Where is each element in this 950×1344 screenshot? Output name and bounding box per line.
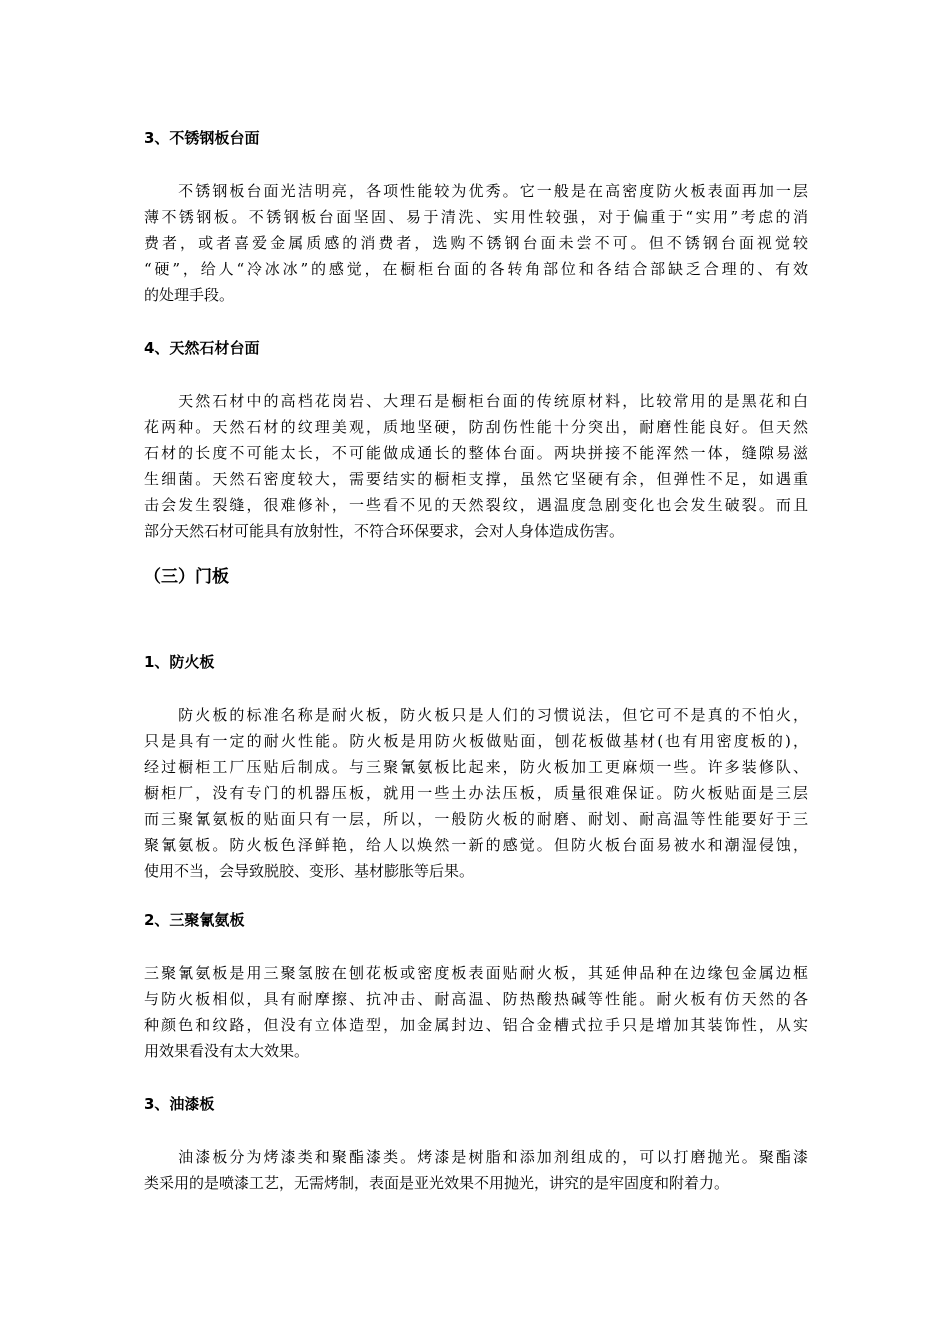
text-line: 聚氰氨板。防火板色泽鲜艳，给人以焕然一新的感觉。但防火板台面易被水和潮湿侵蚀，: [144, 836, 808, 854]
text-line: 薄不锈钢板。不锈钢板台面坚固、易于清洗、实用性较强，对于偏重于“实用”考虑的消: [144, 208, 808, 226]
text-line: 橱柜厂，没有专门的机器压板，就用一些土办法压板，质量很难保证。防火板贴面是三层: [144, 784, 808, 802]
text-line: 而三聚氰氨板的贴面只有一层，所以，一般防火板的耐磨、耐划、耐高温等性能要好于三: [144, 810, 808, 828]
text-line: 只是具有一定的耐火性能。防火板是用防火板做贴面，刨花板做基材(也有用密度板的)，: [144, 732, 808, 750]
text-line: 的处理手段。: [144, 286, 235, 304]
text-line: 经过橱柜工厂压贴后制成。与三聚氰氨板比起来，防火板加工更麻烦一些。许多装修队、: [144, 758, 808, 776]
heading-fireproof-board: 1、防火板: [144, 653, 215, 671]
text-line: 部分天然石材可能具有放射性，不符合环保要求，会对人身体造成伤害。: [144, 522, 625, 540]
paragraph-stainless-countertop: [144, 178, 808, 308]
text-line: 三聚氰氨板是用三聚氢胺在刨花板或密度板表面贴耐火板，其延伸品种在边缘包金属边框: [144, 964, 808, 982]
text-line: 石材的长度不可能太长，不可能做成通长的整体台面。两块拼接不能浑然一体，缝隙易滋: [144, 444, 808, 462]
text-line: 费者，或者喜爱金属质感的消费者，选购不锈钢台面未尝不可。但不锈钢台面视觉较: [144, 234, 808, 252]
text-line: 油漆板分为烤漆类和聚酯漆类。烤漆是树脂和添加剂组成的，可以打磨抛光。聚酯漆: [144, 1148, 808, 1166]
text-line: 种颜色和纹路，但没有立体造型，加金属封边、铝合金槽式拉手只是增加其装饰性，从实: [144, 1016, 808, 1034]
text-line: 使用不当，会导致脱胶、变形、基材膨胀等后果。: [144, 862, 475, 880]
text-line: 击会发生裂缝，很难修补，一些看不见的天然裂纹，遇温度急剧变化也会发生破裂。而且: [144, 496, 808, 514]
text-line: 天然石材中的高档花岗岩、大理石是橱柜台面的传统原材料，比较常用的是黑花和白: [144, 392, 808, 410]
paragraph-fireproof-board: [144, 702, 808, 884]
paragraph-melamine-board: [144, 960, 808, 1064]
text-line: 与防火板相似，具有耐摩擦、抗冲击、耐高温、防热酸热碱等性能。耐火板有仿天然的各: [144, 990, 808, 1008]
text-line: 生细菌。天然石密度较大，需要结实的橱柜支撑，虽然它坚硬有余，但弹性不足，如遇重: [144, 470, 808, 488]
heading-melamine-board: 2、三聚氰氨板: [144, 911, 245, 929]
text-line: 类采用的是喷漆工艺，无需烤制，表面是亚光效果不用抛光，讲究的是牢固度和附着力。: [144, 1174, 730, 1192]
paragraph-stone-countertop: [144, 388, 808, 544]
heading-door-panel: （三）门板: [144, 567, 229, 587]
text-line: 防火板的标准名称是耐火板，防火板只是人们的习惯说法，但它可不是真的不怕火，: [144, 706, 808, 724]
heading-paint-board: 3、油漆板: [144, 1095, 215, 1113]
text-line: “硬”，给人“冷冰冰”的感觉，在橱柜台面的各转角部位和各结合部缺乏合理的、有效: [144, 260, 808, 278]
text-line: 花两种。天然石材的纹理美观，质地坚硬，防刮伤性能十分突出，耐磨性能良好。但天然: [144, 418, 808, 436]
text-line: 用效果看没有太大效果。: [144, 1042, 310, 1060]
heading-stainless-countertop: 3、不锈钢板台面: [144, 129, 260, 147]
heading-stone-countertop: 4、天然石材台面: [144, 339, 260, 357]
text-line: 不锈钢板台面光洁明亮，各项性能较为优秀。它一般是在高密度防火板表面再加一层: [144, 182, 808, 200]
paragraph-paint-board: [144, 1144, 808, 1196]
